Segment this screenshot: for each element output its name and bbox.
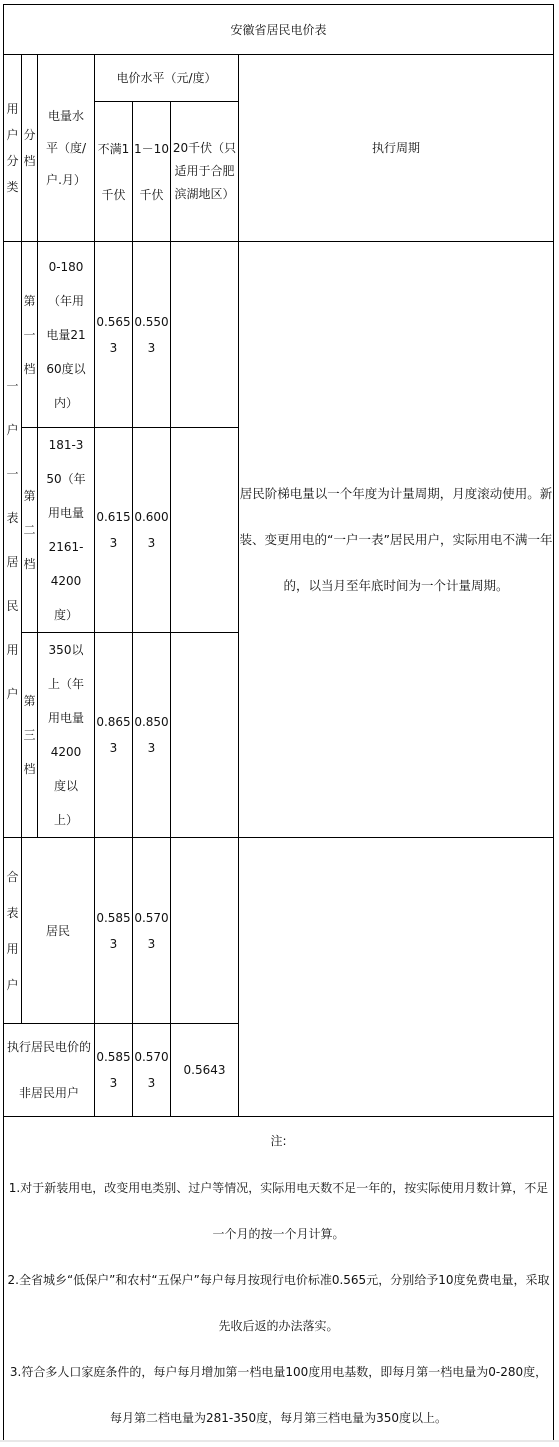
header-col-lt1kv: 不满1千伏 xyxy=(95,102,133,242)
note-item-1: 1.对于新装用电，改变用电类别、过户等情况，实际用电天数不足一年的，按实际使用月数计算，不足一个月的按一个月计算。 xyxy=(8,1181,549,1241)
header-price-group: 电价水平（元/度） xyxy=(95,55,239,102)
tier-3: 第三档 xyxy=(22,633,38,838)
price-3-lt1kv: 0.8653 xyxy=(95,633,133,838)
usage-resident: 居民 xyxy=(22,838,95,1024)
header-usage: 电量水平（度/户.月） xyxy=(38,55,95,242)
group-shared-meter: 合表用户 xyxy=(4,838,22,1024)
price-5-1-10kv: 0.5703 xyxy=(133,1024,171,1117)
price-2-20kv xyxy=(171,428,239,633)
header-user-class: 用户分类 xyxy=(4,55,22,242)
price-4-20kv xyxy=(171,838,239,1024)
header-period: 执行周期 xyxy=(239,55,554,242)
bottom-divider xyxy=(0,1440,559,1442)
note-item-3: 3.符合多人口家庭条件的，每户每月增加第一档电量100度用电基数，即每月第一档电量为0-280度，每月第二档电量为281-350度，每月第三档电量为350度以上。 xyxy=(9,1365,548,1425)
notes-title: 注: xyxy=(270,1134,287,1148)
price-1-1-10kv: 0.5503 xyxy=(133,242,171,428)
tier-1: 第一档 xyxy=(22,242,38,428)
header-col-1-10kv: 1－10千伏 xyxy=(133,102,171,242)
price-2-lt1kv: 0.6153 xyxy=(95,428,133,633)
usage-2: 181-350（年用电量2161-4200度） xyxy=(38,428,95,633)
group-one-meter: 一户一表居民用户 xyxy=(4,242,22,838)
price-3-20kv xyxy=(171,633,239,838)
period-empty-cell xyxy=(239,838,554,1117)
period-description: 居民阶梯电量以一个年度为计量周期，月度滚动使用。新装、变更用电的“一户一表”居民用户，实际用电不满一年的，以当月至年底时间为一个计量周期。 xyxy=(239,242,554,838)
price-5-20kv: 0.5643 xyxy=(171,1024,239,1117)
price-4-1-10kv: 0.5703 xyxy=(133,838,171,1024)
group-non-resident: 执行居民电价的非居民用户 xyxy=(4,1024,95,1117)
note-item-2: 2.全省城乡“低保户”和农村“五保户”每户每月按现行电价标准0.565元，分别给予10度免费电量，采取先收后返的办法落实。 xyxy=(7,1273,550,1333)
electricity-price-table xyxy=(3,4,554,1442)
price-3-1-10kv: 0.8503 xyxy=(133,633,171,838)
price-4-lt1kv: 0.5853 xyxy=(95,838,133,1024)
tier-2: 第二档 xyxy=(22,428,38,633)
price-1-lt1kv: 0.5653 xyxy=(95,242,133,428)
price-5-lt1kv: 0.5853 xyxy=(95,1024,133,1117)
table-title: 安徽省居民电价表 xyxy=(4,5,554,55)
notes-section xyxy=(4,1117,554,1442)
header-tier: 分档 xyxy=(22,55,38,242)
price-1-20kv xyxy=(171,242,239,428)
usage-1: 0-180（年用电量2160度以内） xyxy=(38,242,95,428)
header-col-20kv: 20千伏（只适用于合肥滨湖地区） xyxy=(171,102,239,242)
price-2-1-10kv: 0.6003 xyxy=(133,428,171,633)
usage-3: 350以上（年用电量4200度以上） xyxy=(38,633,95,838)
